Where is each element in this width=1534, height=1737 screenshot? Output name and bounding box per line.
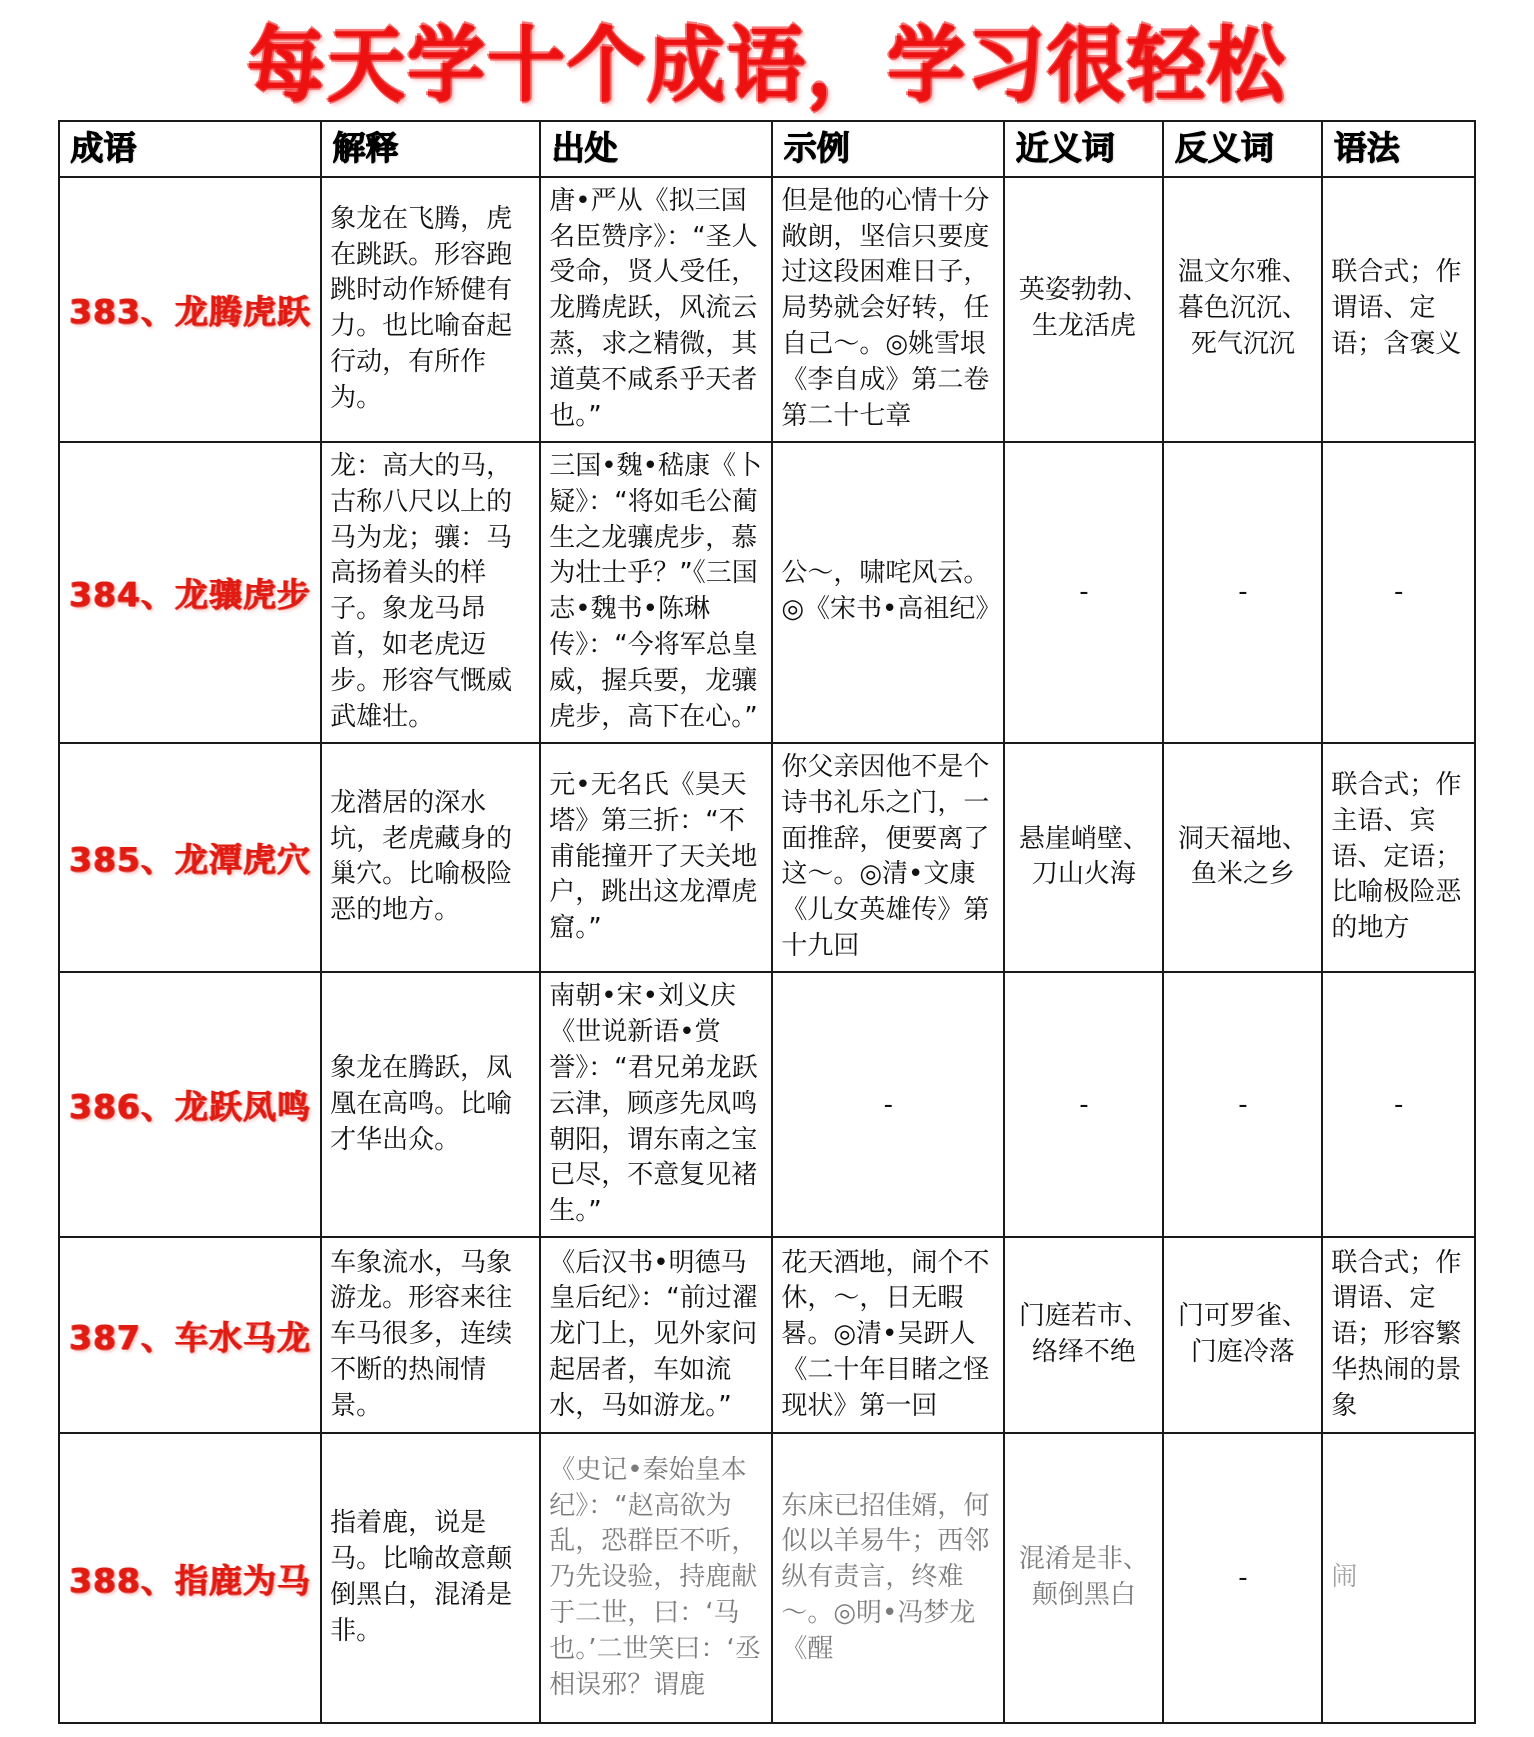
idiom-antonym: - (1163, 1433, 1322, 1723)
idiom-example: 东床已招佳婿，何似以羊易牛；西邻纵有责言，终难～。◎明•冯梦龙《醒 (772, 1433, 1004, 1723)
idiom-grammar: - (1322, 972, 1475, 1237)
idiom-antonym: 温文尔雅、暮色沉沉、死气沉沉 (1163, 177, 1322, 442)
idiom-grammar: 联合式；作谓语、定语；含褒义 (1322, 177, 1475, 442)
idiom-antonym: 门可罗雀、门庭冷落 (1163, 1237, 1322, 1433)
idiom-explanation: 龙：高大的马，古称八尺以上的马为龙；骧：马高扬着头的样子。象龙马昂首，如老虎迈步。形容气慨威武雄壮。 (321, 442, 540, 743)
table-row (59, 743, 1475, 972)
column-header-synonym: 近义词 (1004, 121, 1163, 177)
table-row (59, 442, 1475, 743)
idiom-source: 《后汉书•明德马皇后纪》：“前过濯龙门上，见外家问起居者，车如流水，马如游龙。” (540, 1237, 772, 1433)
idiom-example: 但是他的心情十分敞朗，坚信只要度过这段困难日子，局势就会好转，任自己～。◎姚雪垠《李自成》第二卷第二十七章 (772, 177, 1004, 442)
idiom-synonym: 英姿勃勃、生龙活虎 (1004, 177, 1163, 442)
table-row (59, 177, 1475, 442)
idiom-explanation: 龙潜居的深水坑，老虎藏身的巢穴。比喻极险恶的地方。 (321, 743, 540, 972)
idiom-antonym: - (1163, 972, 1322, 1237)
idiom-antonym: 洞天福地、鱼米之乡 (1163, 743, 1322, 972)
idiom-explanation: 象龙在腾跃，凤凰在高鸣。比喻才华出众。 (321, 972, 540, 1237)
idiom-example: 花天酒地，闹个不休，～，日无暇晷。◎清•吴趼人《二十年目睹之怪现状》第一回 (772, 1237, 1004, 1433)
idiom-explanation: 象龙在飞腾，虎在跳跃。形容跑跳时动作矫健有力。也比喻奋起行动，有所作为。 (321, 177, 540, 442)
idiom-name: 387、车水马龙 (59, 1237, 321, 1433)
table-header-row (59, 121, 1475, 177)
column-header-source: 出处 (540, 121, 772, 177)
column-header-antonym: 反义词 (1163, 121, 1322, 177)
idiom-explanation: 指着鹿，说是马。比喻故意颠倒黑白，混淆是非。 (321, 1433, 540, 1723)
idiom-grammar: 联合式；作主语、宾语、定语；比喻极险恶的地方 (1322, 743, 1475, 972)
column-header-explanation: 解释 (321, 121, 540, 177)
idiom-table (58, 120, 1476, 1725)
idiom-synonym: 门庭若市、络绎不绝 (1004, 1237, 1163, 1433)
idiom-synonym: 悬崖峭壁、刀山火海 (1004, 743, 1163, 972)
idiom-grammar: 闹 (1322, 1433, 1475, 1723)
idiom-example: - (772, 972, 1004, 1237)
idiom-source: 《史记•秦始皇本纪》：“赵高欲为乱，恐群臣不听，乃先设验，持鹿献于二世，曰：‘马也。’二世笑曰：‘丞相误邪？谓鹿 (540, 1433, 772, 1723)
idiom-grammar: - (1322, 442, 1475, 743)
idiom-name: 385、龙潭虎穴 (59, 743, 321, 972)
column-header-grammar: 语法 (1322, 121, 1475, 177)
column-header-example: 示例 (772, 121, 1004, 177)
table-body (59, 177, 1475, 1724)
page-title: 每天学十个成语，学习很轻松 (246, 18, 1287, 114)
table-row (59, 1433, 1475, 1723)
column-header-idiom: 成语 (59, 121, 321, 177)
idiom-synonym: - (1004, 972, 1163, 1237)
idiom-antonym: - (1163, 442, 1322, 743)
idiom-source: 元•无名氏《昊天塔》第三折：“不甫能撞开了天关地户，跳出这龙潭虎窟。” (540, 743, 772, 972)
table-row (59, 1237, 1475, 1433)
idiom-synonym: 混淆是非、颠倒黑白 (1004, 1433, 1163, 1723)
page-title-wrap (0, 0, 1534, 120)
idiom-grammar: 联合式；作谓语、定语；形容繁华热闹的景象 (1322, 1237, 1475, 1433)
table-header (59, 121, 1475, 177)
idiom-example: 公～，啸咤风云。◎《宋书•高祖纪》 (772, 442, 1004, 743)
idiom-synonym: - (1004, 442, 1163, 743)
idiom-name: 384、龙骧虎步 (59, 442, 321, 743)
idiom-table-wrap (0, 120, 1534, 1725)
idiom-name: 386、龙跃凤鸣 (59, 972, 321, 1237)
table-row (59, 972, 1475, 1237)
idiom-source: 三国•魏•嵇康《卜疑》：“将如毛公蔺生之龙骧虎步，慕为壮士乎？”《三国志•魏书•陈琳传》：“今将军总皇威，握兵要，龙骧虎步，高下在心。” (540, 442, 772, 743)
idiom-explanation: 车象流水，马象游龙。形容来往车马很多，连续不断的热闹情景。 (321, 1237, 540, 1433)
idiom-source: 南朝•宋•刘义庆《世说新语•赏誉》：“君兄弟龙跃云津，顾彦先凤鸣朝阳，谓东南之宝已尽，不意复见褚生。” (540, 972, 772, 1237)
idiom-example: 你父亲因他不是个诗书礼乐之门，一面推辞，便要离了这～。◎清•文康《儿女英雄传》第十九回 (772, 743, 1004, 972)
idiom-source: 唐•严从《拟三国名臣赞序》：“圣人受命，贤人受任，龙腾虎跃，风流云蒸，求之精微，其道莫不咸系乎天者也。” (540, 177, 772, 442)
idiom-name: 383、龙腾虎跃 (59, 177, 321, 442)
idiom-name: 388、指鹿为马 (59, 1433, 321, 1723)
